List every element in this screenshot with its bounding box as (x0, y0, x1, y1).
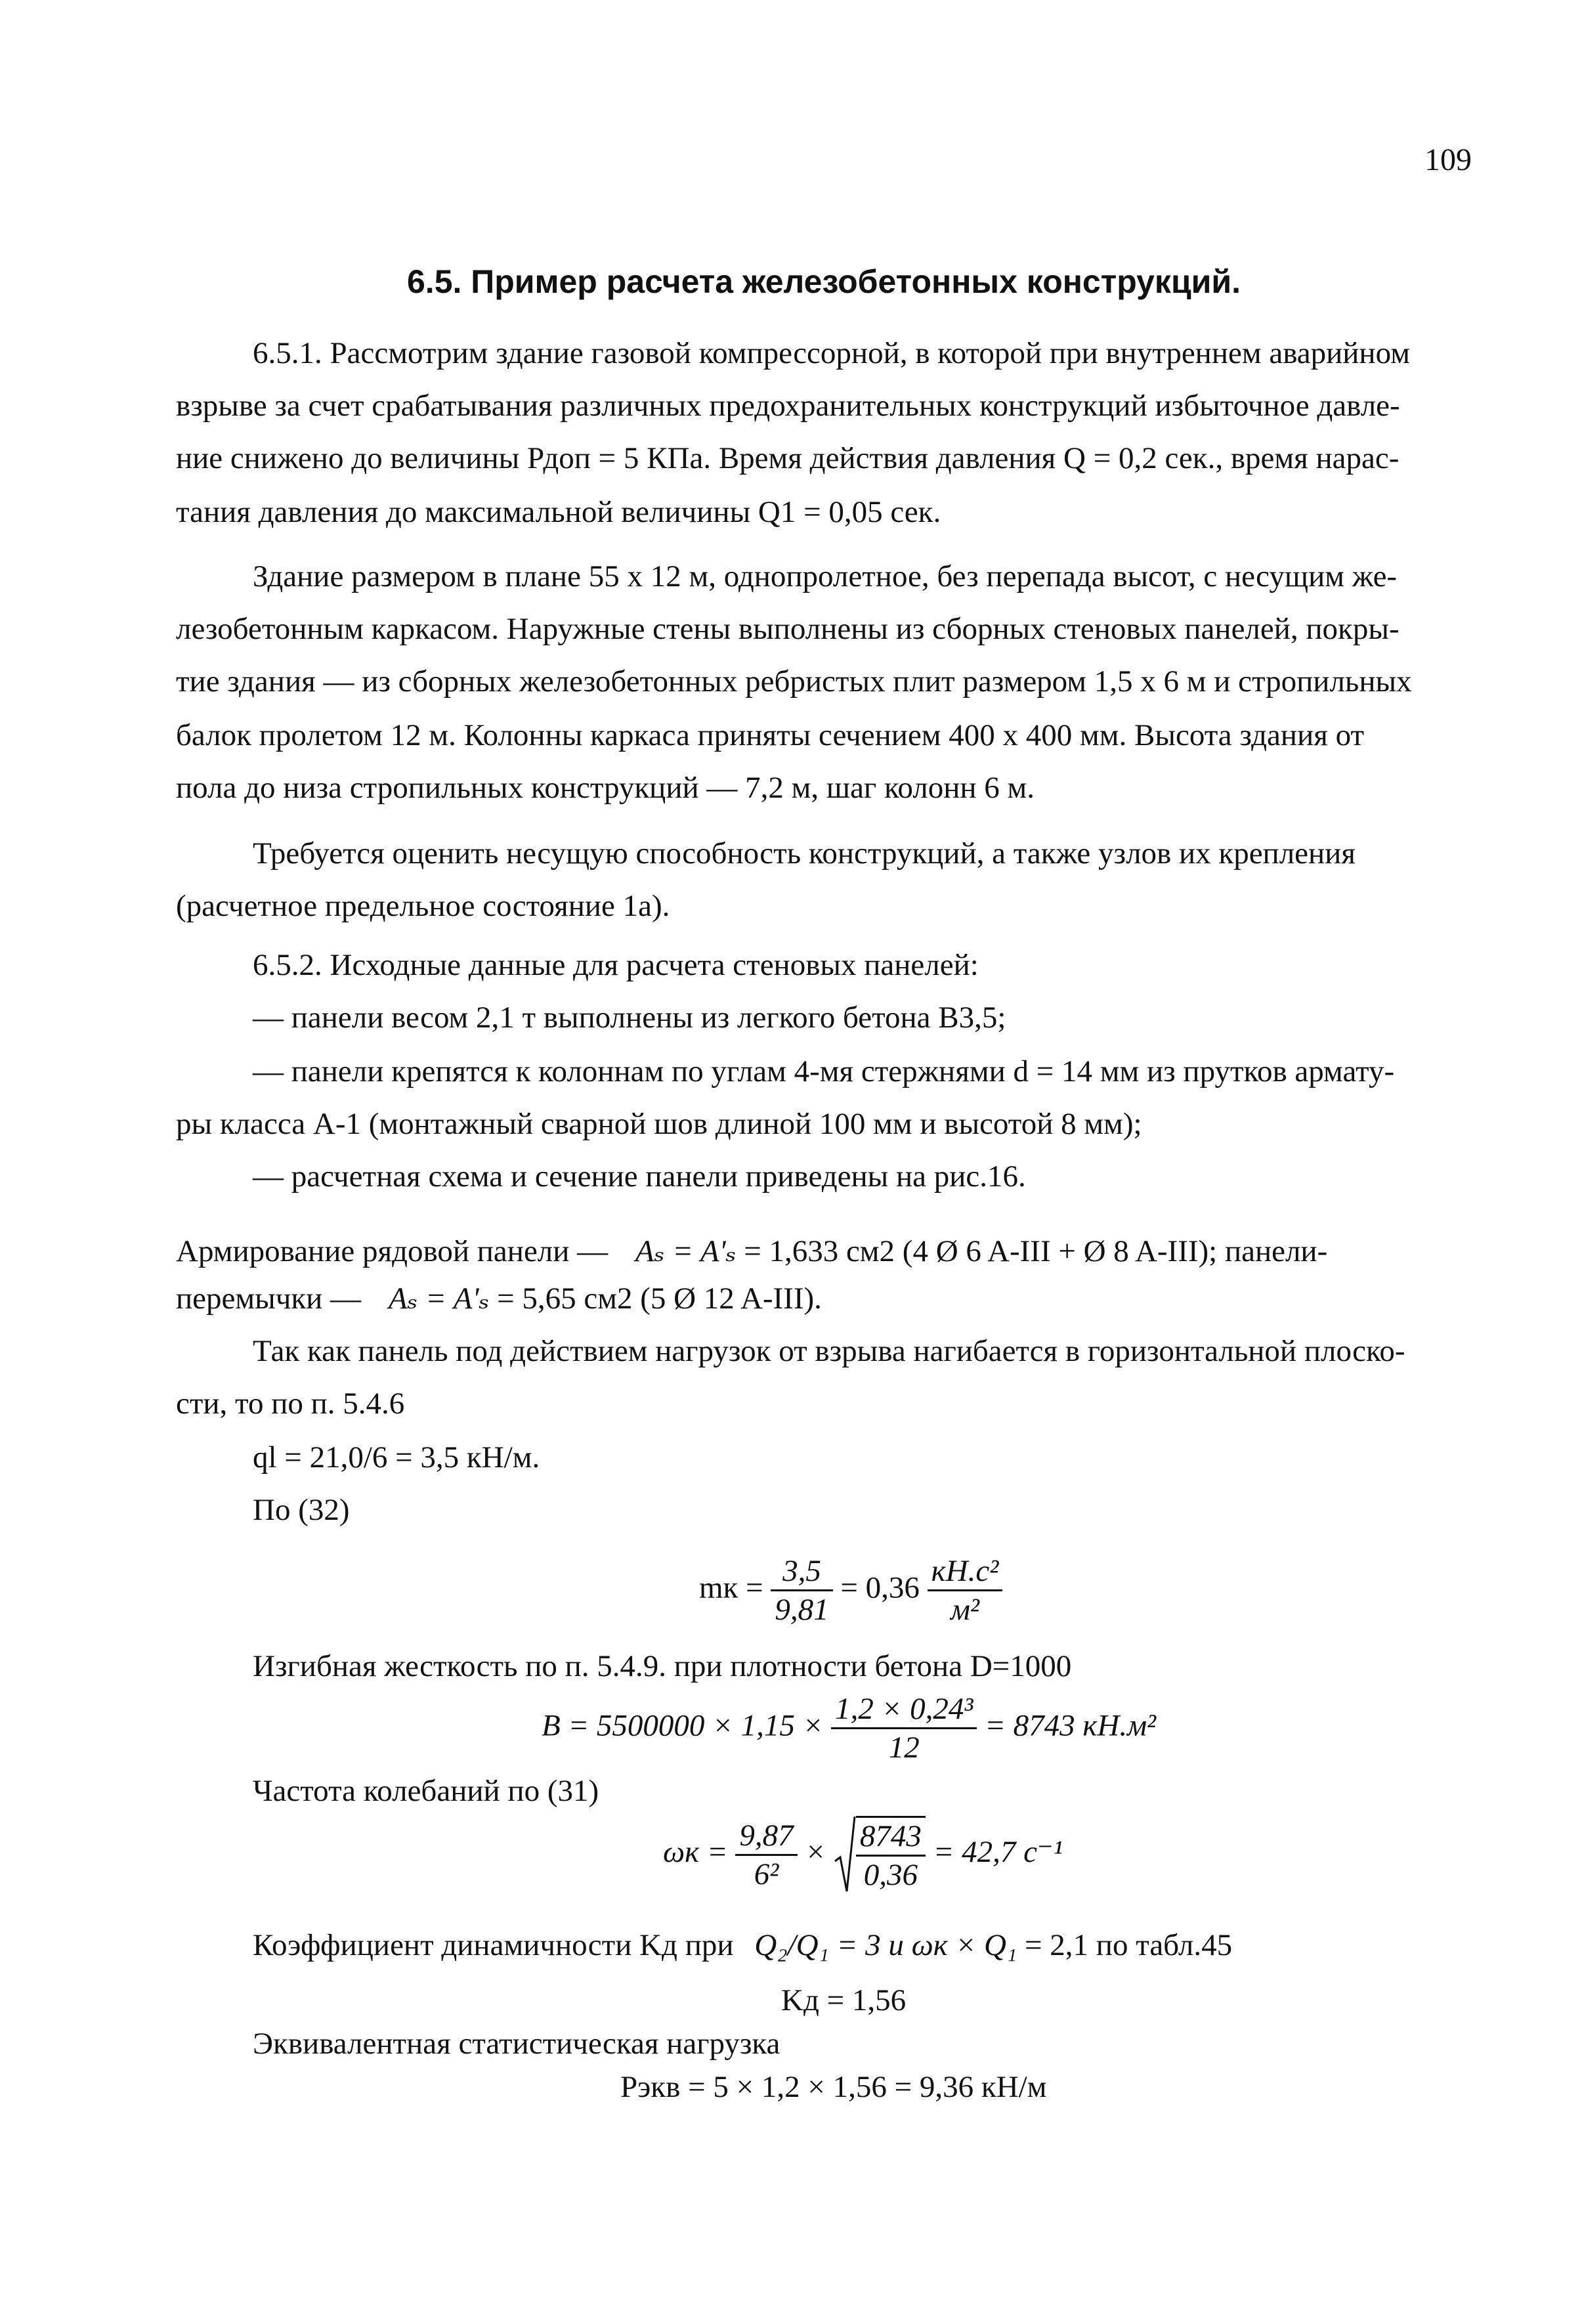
list-item-1: — панели весом 2,1 т выполнены из легкого бетона B3,5; (253, 1001, 1006, 1035)
para-5-line-1: Так как панель под действием нагрузок от взрыва нагибается в горизонтальной плоско- (253, 1334, 1405, 1368)
mass-denominator: 9,81 (775, 1593, 829, 1627)
reinforcement-value-1: = 1,633 см2 (4 Ø 6 A-III + Ø 8 A-III); панели- (744, 1234, 1328, 1268)
para-2-line-1: Здание размером в плане 55 x 12 м, однопролетное, без перепада высот, с несущим же- (253, 559, 1398, 593)
mass-unit-numerator: кН.с² (928, 1553, 1003, 1591)
frequency-numerator: 9,87 (735, 1817, 797, 1856)
para-1-line-2: взрыве за счет срабатывания различных предохранительных конструкций избыточное давле- (176, 389, 1400, 423)
ratio-formula: Q₂/Q₁ = 3 и ωк × Q₁ (754, 1928, 1017, 1962)
mass-fraction (771, 1553, 832, 1628)
reinforcement-label: Армирование рядовой панели — (176, 1234, 609, 1268)
stiffness-formula (542, 1690, 1156, 1766)
sqrt-fraction (856, 1816, 926, 1893)
mass-unit (928, 1553, 1003, 1628)
sqrt-denominator: 0,36 (863, 1858, 918, 1892)
reinforcement-line-1 (176, 1233, 1327, 1270)
equivalent-load-label: Эквивалентная статистическая нагрузка (253, 2027, 780, 2061)
frequency-times: × (805, 1834, 826, 1869)
stiffness-lhs: B = 5500000 × 1,15 × (542, 1708, 824, 1743)
list-item-3: — расчетная схема и сечение панели приведены на рис.16. (253, 1159, 1026, 1194)
reinforcement-line-2 (176, 1280, 822, 1317)
page-number: 109 (1424, 142, 1472, 177)
frequency-denominator: 6² (754, 1857, 779, 1891)
para-1-line-1: 6.5.1. Рассмотрим здание газовой компрессорной, в которой при внутреннем аварийном (253, 336, 1410, 370)
mass-unit-denominator: м² (950, 1593, 980, 1627)
frequency-formula (663, 1815, 1063, 1894)
reinforcement-value-2: = 5,65 см2 (5 Ø 12 A-III). (497, 1281, 822, 1316)
stiffness-rhs: = 8743 кН.м² (985, 1708, 1157, 1743)
mass-formula (699, 1553, 1002, 1628)
dynamic-coefficient-label: Коэффициент динамичности Kд при (253, 1928, 734, 1962)
dynamic-coefficient-ref: = 2,1 по табл.45 (1025, 1928, 1233, 1962)
frequency-label: Частота колебаний по (31) (253, 1774, 599, 1808)
stiffness-denominator: 12 (888, 1731, 920, 1765)
lintel-label: перемычки — (176, 1281, 362, 1316)
list-item-2-line-1: — панели крепятся к колоннам по углам 4-мя стержнями d = 14 мм из прутков армату- (253, 1054, 1395, 1088)
section-heading: 6.5. Пример расчета железобетонных конструкций. (407, 263, 1241, 300)
as-formula-2: Aₛ = A'ₛ (388, 1281, 490, 1316)
dynamic-coefficient-line (253, 1927, 1232, 1964)
stiffness-label: Изгибная жесткость по п. 5.4.9. при плотности бетона D=1000 (253, 1649, 1072, 1683)
frequency-fraction (735, 1817, 797, 1893)
ref-32: По (32) (253, 1493, 350, 1527)
para-1-line-3: ние снижено до величины Рдоп = 5 КПа. Время действия давления Q = 0,2 сек., время нарас- (176, 441, 1400, 475)
para-2-line-3: тие здания — из сборных железобетонных ребристых плит размером 1,5 x 6 м и стропильных (176, 664, 1412, 699)
stiffness-fraction (831, 1690, 977, 1766)
para-5-line-2: сти, то по п. 5.4.6 (176, 1387, 405, 1421)
para-4-line-1: 6.5.2. Исходные данные для расчета стеновых панелей: (253, 948, 979, 982)
frequency-rhs: = 42,7 c⁻¹ (933, 1834, 1063, 1869)
sqrt-numerator: 8743 (856, 1818, 926, 1857)
para-2-line-5: пола до низа стропильных конструкций — 7,2 м, шаг колонн 6 м. (176, 771, 1035, 805)
sqrt-symbol (834, 1815, 926, 1894)
equivalent-load-formula: Pэкв = 5 × 1,2 × 1,56 = 9,36 кН/м (620, 2070, 1047, 2104)
stiffness-numerator: 1,2 × 0,24³ (831, 1690, 977, 1729)
para-2-line-4: балок пролетом 12 м. Колонны каркаса приняты сечением 400 x 400 мм. Высота здания от (176, 718, 1365, 752)
frequency-lhs: ωк = (663, 1834, 728, 1869)
para-3-line-2: (расчетное предельное состояние 1а). (176, 889, 670, 923)
para-1-line-4: тания давления до максимальной величины Q1 = 0,05 сек. (176, 495, 941, 529)
kd-value: Kд = 1,56 (781, 1983, 907, 2017)
para-2-line-2: лезобетонным каркасом. Наружные стены выполнены из сборных стеновых панелей, покры- (176, 612, 1400, 646)
para-3-line-1: Требуется оценить несущую способность конструкций, а также узлов их крепления (253, 836, 1356, 871)
load-formula: ql = 21,0/6 = 3,5 кН/м. (253, 1440, 540, 1474)
mass-lhs: mк = (699, 1570, 763, 1605)
mass-value: = 0,36 (840, 1570, 920, 1605)
list-item-2-line-2: ры класса A-1 (монтажный сварной шов длиной 100 мм и высотой 8 мм); (176, 1107, 1142, 1141)
as-formula-1: Aₛ = A'ₛ (635, 1234, 737, 1268)
mass-numerator: 3,5 (771, 1553, 832, 1591)
radical-icon (834, 1815, 856, 1894)
